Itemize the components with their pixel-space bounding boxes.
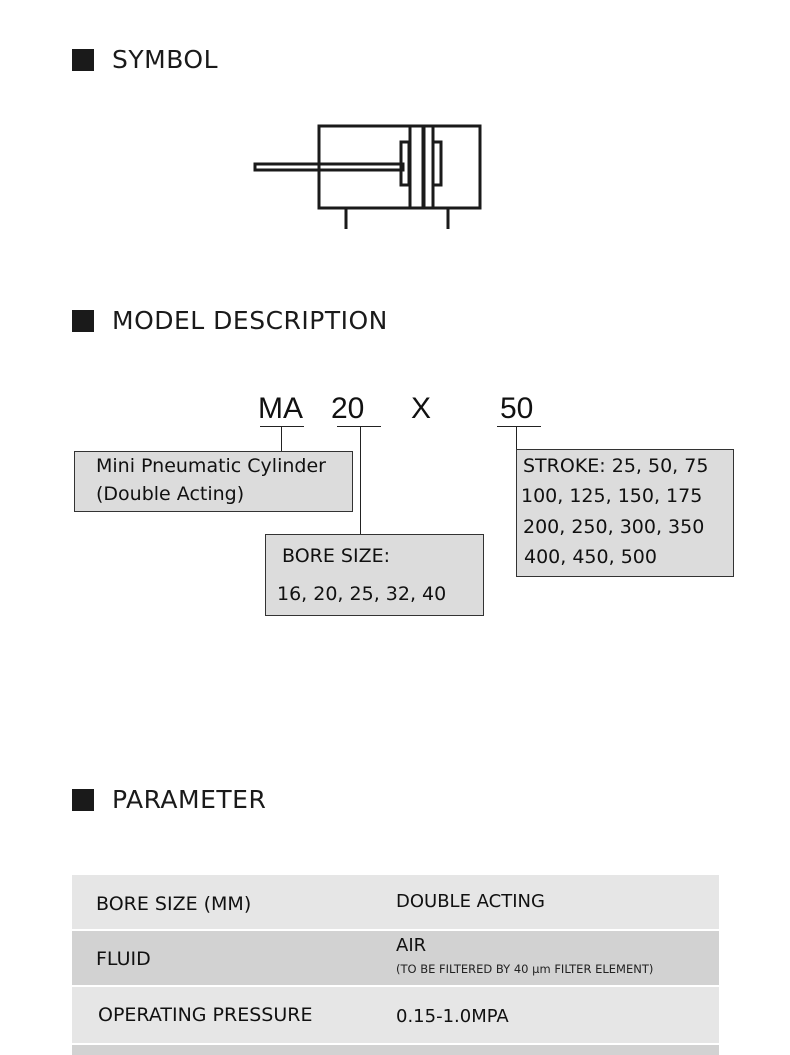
- table-row: [72, 931, 719, 987]
- model-code-series: MA: [258, 392, 303, 425]
- piston-rod: [255, 164, 403, 170]
- model-title: MODEL DESCRIPTION: [112, 306, 388, 335]
- param-label: FLUID: [96, 948, 151, 970]
- symbol-title: SYMBOL: [112, 45, 219, 74]
- stroke-line-1: STROKE: 25, 50, 75: [523, 455, 709, 477]
- stroke-line-4: 400, 450, 500: [524, 546, 657, 568]
- piston-head: [410, 126, 423, 208]
- table-row: [72, 987, 719, 1045]
- stroke-box: [516, 449, 734, 577]
- param-value: 0.15-1.0MPA: [396, 1006, 509, 1027]
- series-description-box: [74, 451, 353, 512]
- parameter-table: [72, 875, 719, 1055]
- parameter-title: PARAMETER: [112, 785, 267, 814]
- stroke-line-2: 100, 125, 150, 175: [521, 485, 703, 507]
- model-section-heading: [72, 306, 388, 335]
- model-code-bore: 20: [331, 392, 365, 425]
- bore-size-box: [265, 534, 484, 616]
- param-label: BORE SIZE (MM): [96, 893, 252, 915]
- series-underline: [260, 426, 304, 427]
- piston-left-cushion: [401, 142, 409, 185]
- symbol-section-heading: [72, 45, 218, 74]
- param-value: DOUBLE ACTING: [396, 891, 545, 912]
- bore-connector: [360, 426, 361, 534]
- bore-line-2: 16, 20, 25, 32, 40: [277, 583, 447, 605]
- stroke-connector: [516, 426, 517, 449]
- series-line-2: (Double Acting): [96, 483, 245, 505]
- heading-square-icon: [72, 789, 94, 811]
- stroke-underline: [497, 426, 541, 427]
- bore-line-1: BORE SIZE:: [282, 545, 390, 567]
- param-note: (TO BE FILTERED BY 40 μm FILTER ELEMENT): [396, 962, 654, 976]
- table-row-partial: [72, 1045, 719, 1055]
- param-label: OPERATING PRESSURE: [98, 1004, 313, 1026]
- parameter-section-heading: [72, 785, 266, 814]
- series-connector: [281, 426, 282, 451]
- heading-square-icon: [72, 310, 94, 332]
- cylinder-symbol-diagram: [250, 118, 490, 233]
- model-code-stroke: 50: [500, 392, 534, 425]
- model-code-separator: X: [411, 392, 432, 425]
- bore-underline: [337, 426, 381, 427]
- piston-right-cushion: [433, 142, 441, 185]
- table-row: [72, 875, 719, 931]
- param-value: AIR: [396, 935, 427, 956]
- heading-square-icon: [72, 49, 94, 71]
- series-line-1: Mini Pneumatic Cylinder: [96, 455, 326, 477]
- stroke-line-3: 200, 250, 300, 350: [523, 516, 705, 538]
